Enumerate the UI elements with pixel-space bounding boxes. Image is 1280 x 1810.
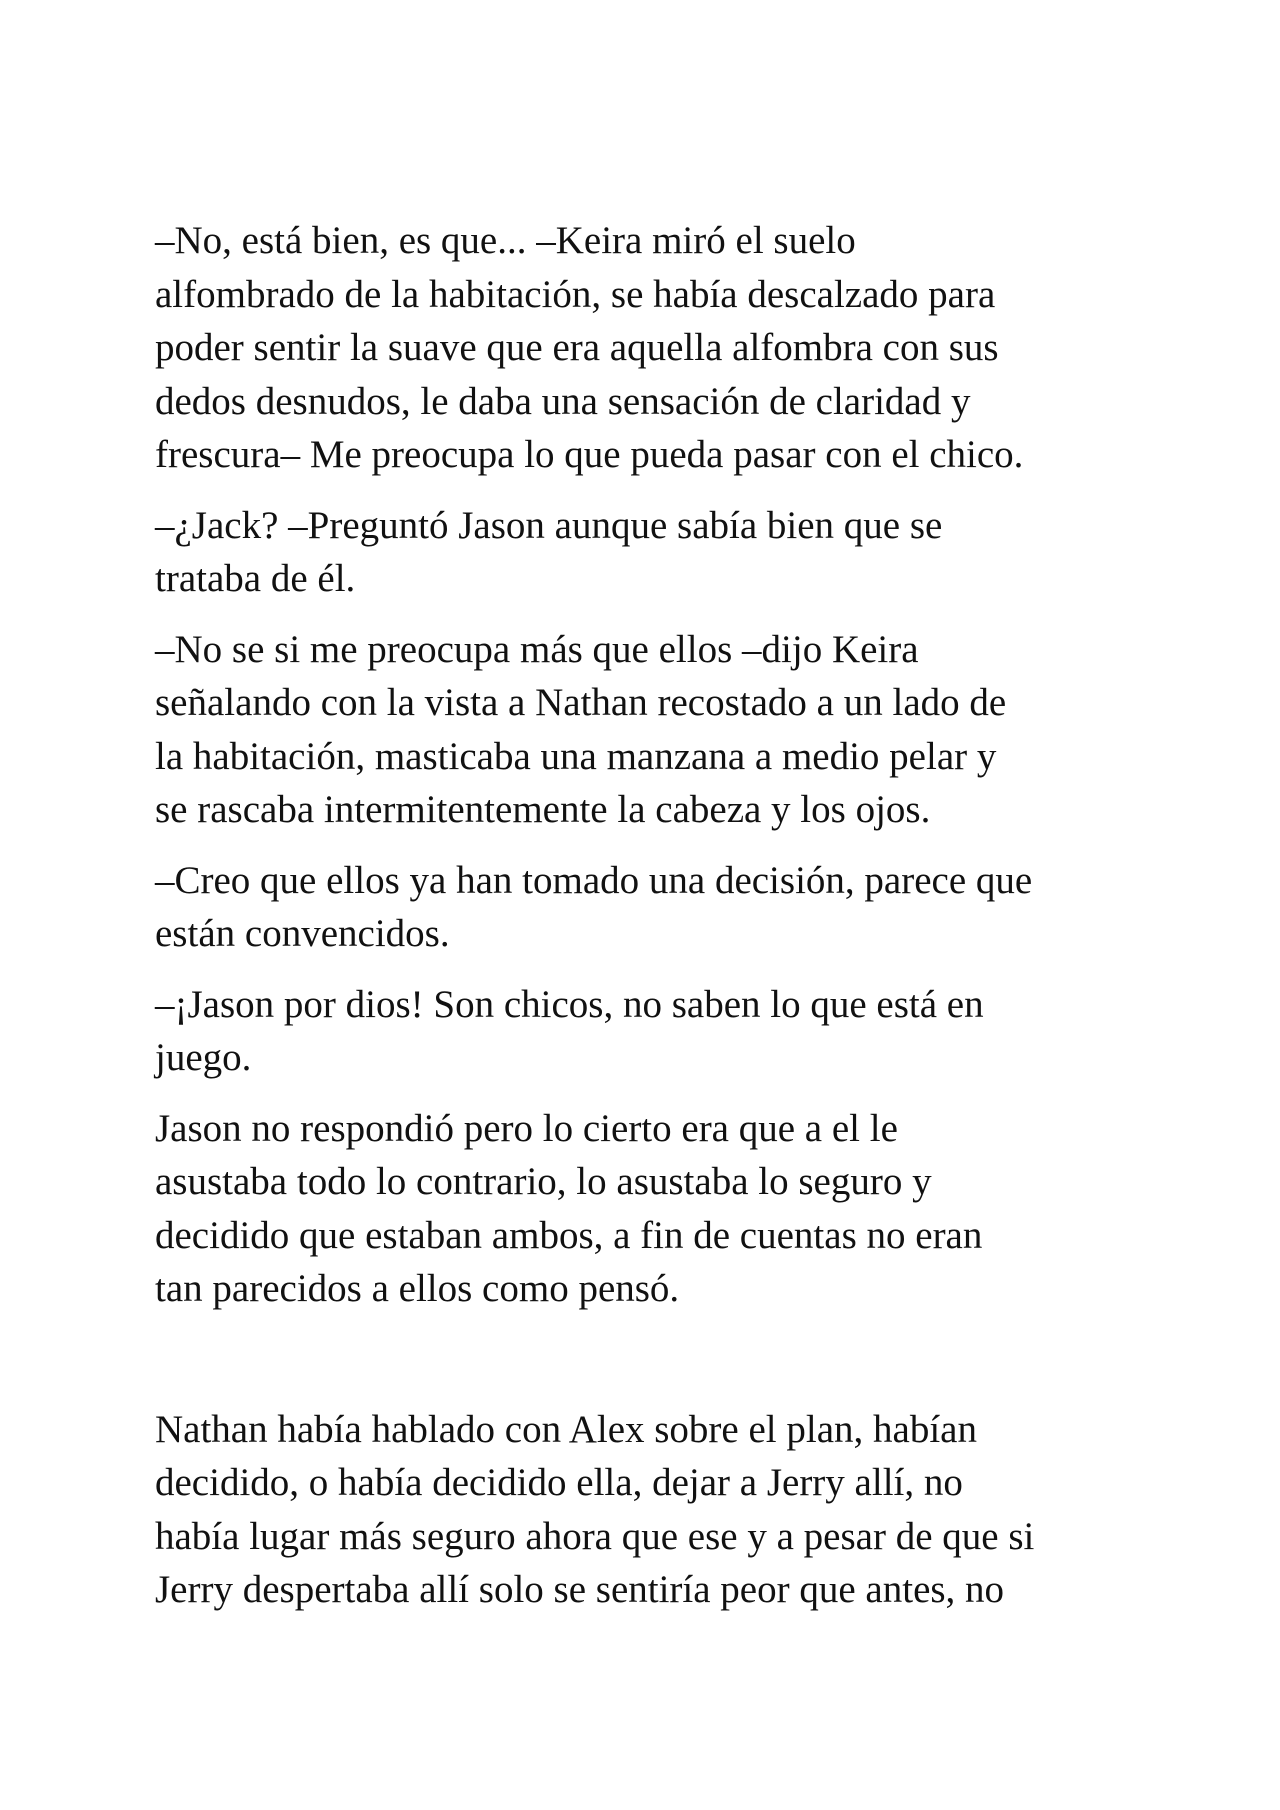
section-break [155, 1333, 1145, 1403]
text-line: señalando con la vista a Nathan recostado a un lado de [155, 681, 1007, 724]
text-line: –No, está bien, es que... –Keira miró el suelo [155, 219, 856, 262]
text-line: había lugar más seguro ahora que ese y a pesar de que si [155, 1514, 1035, 1558]
text-line: frescura– Me preocupa lo que pueda pasar con el chico. [155, 433, 1024, 476]
text-line: asustaba todo lo contrario, lo asustaba lo seguro y [155, 1160, 932, 1203]
text-line: la habitación, masticaba una manzana a medio pelar y [155, 734, 997, 778]
text-line: dedos desnudos, le daba una sensación de claridad y [155, 379, 971, 423]
text-line: tan parecidos a ellos como pensó. [155, 1267, 680, 1310]
text-line: juego. [155, 1036, 252, 1079]
paragraph-6 [155, 1102, 1145, 1316]
text-line: –Creo que ellos ya han tomado una decisión, parece que [155, 858, 1033, 902]
text-line: Jerry despertaba allí solo se sentiría peor que antes, no [155, 1568, 1005, 1611]
text-line: –No se si me preocupa más que ellos –dijo Keira [155, 627, 919, 671]
paragraph-4 [155, 854, 1145, 961]
text-line: –¡Jason por dios! Son chicos, no saben lo que está en [155, 982, 984, 1026]
text-line: trataba de él. [155, 557, 356, 600]
text-line: –¿Jack? –Preguntó Jason aunque sabía bien que se [155, 503, 943, 547]
text-line: alfombrado de la habitación, se había descalzado para [155, 272, 996, 316]
text-line: Nathan había hablado con Alex sobre el plan, habían [155, 1407, 977, 1451]
paragraph-5 [155, 978, 1145, 1085]
text-line: Jason no respondió pero lo cierto era que a el le [155, 1106, 898, 1150]
paragraph-3 [155, 623, 1145, 837]
text-line: decidido, o había decidido ella, dejar a Jerry allí, no [155, 1461, 963, 1504]
text-line: poder sentir la suave que era aquella alfombra con sus [155, 326, 999, 369]
body-text [155, 214, 1145, 1634]
paragraph-7 [155, 1403, 1145, 1617]
text-line: están convencidos. [155, 912, 450, 955]
paragraph-2 [155, 499, 1145, 606]
text-line: decidido que estaban ambos, a fin de cuentas no eran [155, 1213, 983, 1257]
text-line: se rascaba intermitentemente la cabeza y los ojos. [155, 788, 931, 831]
paragraph-1 [155, 214, 1145, 482]
